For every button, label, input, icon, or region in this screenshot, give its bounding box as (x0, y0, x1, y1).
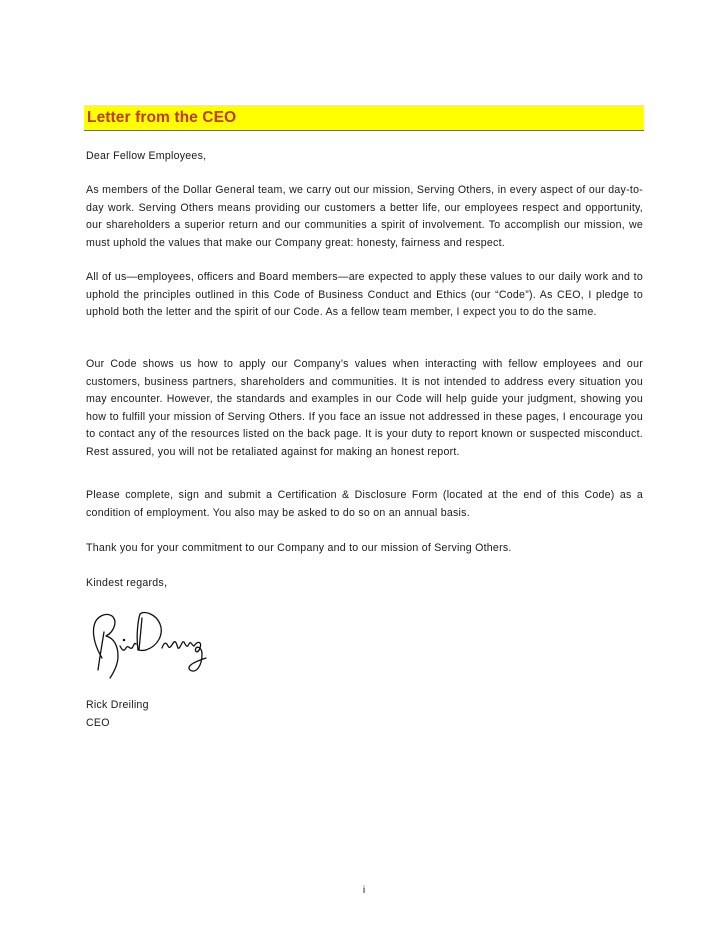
paragraph-thanks: Thank you for your commitment to our Company and to our mission of Serving Others. (86, 542, 512, 554)
heading-highlight-bar (84, 105, 644, 131)
paragraph-mission: As members of the Dollar General team, we carry out our mission, Serving Others, in every aspect of our day-to-day work. Serving Others means providing our customers a better life, our employees respect and opportunity, our shareholders a superior return and our communities a spirit of involvement. To accomplish our mission, we must uphold the values that make our Company great: honesty, fairness and respect. (86, 184, 643, 249)
paragraph-certification: Please complete, sign and submit a Certification & Disclosure Form (located at the end of this Code) as a condition of employment. You also may be asked to do so on an annual basis. (86, 489, 643, 519)
signature-icon (84, 600, 214, 682)
signer-name: Rick Dreiling (86, 699, 149, 711)
letter-greeting: Dear Fellow Employees, (86, 150, 207, 162)
page-number: i (362, 884, 366, 896)
letter-closing: Kindest regards, (86, 577, 168, 589)
paragraph-expectations: All of us—employees, officers and Board members—are expected to apply these values to our daily work and to uphold the principles outlined in this Code of Business Conduct and Ethics (our “Code”). As CEO, I pledge to uphold both the letter and the spirit of our Code. As a fellow team member, I expect you to do the same. (86, 271, 643, 319)
signer-title: CEO (86, 717, 110, 729)
paragraph-code-guidance: Our Code shows us how to apply our Company’s values when interacting with fellow employees and our customers, business partners, shareholders and communities. It is not intended to address every situation you may encounter. However, the standards and examples in our Code will help guide your judgment, showing you how to fulfill your mission of Serving Others. If you face an issue not addressed in these pages, I encourage you to contact any of the resources listed on the back page. It is your duty to report known or suspected misconduct. Rest assured, you will not be retaliated against for making an honest report. (86, 358, 643, 458)
letter-heading: Letter from the CEO (87, 109, 237, 126)
